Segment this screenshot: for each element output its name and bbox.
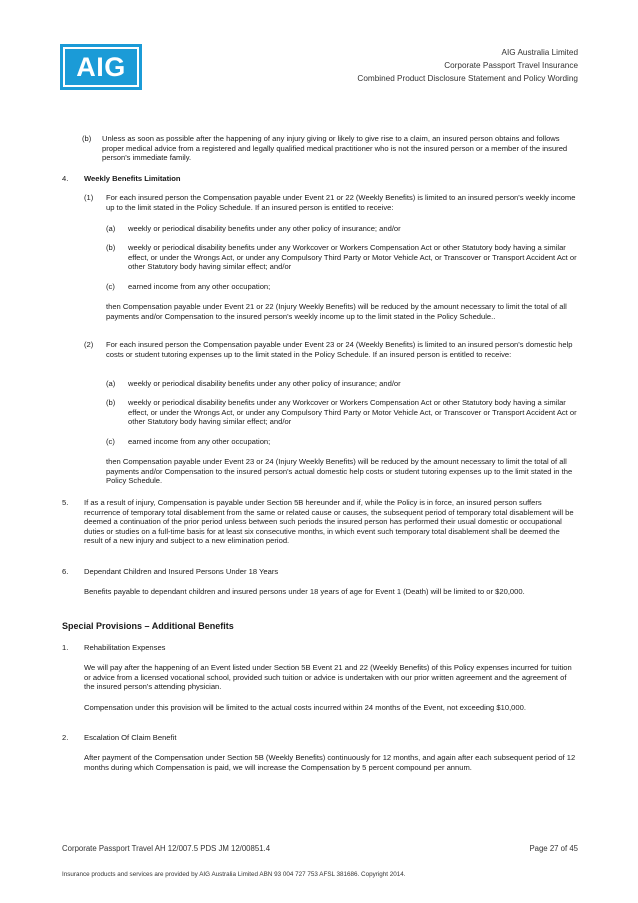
- clause-label: (c): [106, 437, 115, 446]
- section-title: Dependant Children and Insured Persons Under 18 Years: [84, 567, 279, 576]
- clause-label: (b): [106, 398, 116, 407]
- clause-text: weekly or periodical disability benefits under any Workcover or Workers Compensation Act or other Statutory body having a similar effect, or under the Wrongs Act, or under any Compulsory Third Party or Motor Vehicle Act, or Transcover or Transport Accident Act or other Statutory body having similar effect; and/or: [128, 243, 577, 272]
- page-header: [357, 46, 578, 85]
- clause-label: (1): [84, 193, 94, 202]
- section-number: 4.: [62, 174, 69, 183]
- clause-label: (b): [106, 243, 116, 252]
- header-company: AIG Australia Limited: [501, 48, 578, 57]
- section-text: If as a result of injury, Compensation is payable under Section 5B hereunder and if, while the Policy is in force, an insured person suffers recurrence of temporary total disablement from the same or related cause or causes, the subsequent period of temporary total disablement will be deemed a continuation of the prior period unless between such periods the insured person has performed their usual domestic or occupational duties or studies on a full-time basis for at least six consecutive months, in which event such temporary total disablement shall be deemed the result of a new injury and subject to a new elimination period.: [84, 498, 574, 546]
- clause-label: (a): [106, 224, 116, 233]
- footer-page-number: Page 27 of 45: [529, 844, 578, 853]
- aig-logo-fill: [65, 49, 137, 85]
- clause-text: For each insured person the Compensation payable under Event 21 or 22 (Weekly Benefits) is limited to an insured person's weekly income up to the limit stated in the Policy Schedule. If an insured person is entitled to receive:: [106, 193, 576, 212]
- aig-logo-text: AIG: [76, 51, 126, 82]
- section-number: 6.: [62, 567, 69, 576]
- clause-label: (c): [106, 282, 115, 291]
- clause-text: earned income from any other occupation;: [128, 282, 271, 291]
- provision-number: 2.: [62, 733, 69, 742]
- clause-text: weekly or periodical disability benefits under any Workcover or Workers Compensation Act or other Statutory body having a similar effect, or under the Wrongs Act, or under any Compulsory Third Party or Motor Vehicle Act, or Transcover or Transport Accident Act or other Statutory body having similar effect; and/or: [128, 398, 577, 427]
- clause-text: then Compensation payable under Event 23 or 24 (Injury Weekly Benefits) will be reduced by the amount necessary to limit the total of all payments and/or Compensation to the insured person's actual domestic help costs or student tutoring expenses up to the limit stated in the Policy Schedule.: [106, 457, 573, 486]
- clause-label: (2): [84, 340, 94, 349]
- footer-legal-note: Insurance products and services are provided by AIG Australia Limited ABN 93 004 727 753 AFSL 381686. Copyright 2014.: [62, 871, 406, 878]
- section-title: Weekly Benefits Limitation: [84, 174, 181, 183]
- footer-document-code: Corporate Passport Travel AH 12/007.5 PDS JM 12/00851.4: [62, 844, 271, 853]
- clause-text: weekly or periodical disability benefits under any other policy of insurance; and/or: [128, 379, 401, 388]
- provision-title: Escalation Of Claim Benefit: [84, 733, 177, 742]
- provision-text: Compensation under this provision will be limited to the actual costs incurred within 24 months of the Event, not exceeding $10,000.: [84, 703, 526, 712]
- provision-number: 1.: [62, 643, 69, 652]
- header-document: Combined Product Disclosure Statement and Policy Wording: [357, 74, 578, 83]
- clause-text: weekly or periodical disability benefits under any other policy of insurance; and/or: [128, 224, 401, 233]
- aig-logo: [60, 44, 142, 90]
- clause-text: then Compensation payable under Event 21 or 22 (Injury Weekly Benefits) will be reduced by the amount necessary to limit the total of all payments and/or Compensation to the insured person's weekly income up to the limit stated in the Policy Schedule..: [106, 302, 567, 321]
- clause-text: Unless as soon as possible after the happening of any injury giving or likely to give rise to a claim, an insured person obtains and follows proper medical advice from a registered and legally qualified medical practitioner who is not the insured person or a member of the insured person's immediate family.: [102, 134, 568, 163]
- provision-text: We will pay after the happening of an Event listed under Section 5B Event 21 and 22 (Weekly Benefits) of this Policy expenses incurred for tuition or advice from a licensed vocational school, provided such tuition or advice is undertaken with our prior written agreement and the agreement of the insured person's attending physician.: [84, 663, 572, 692]
- clause-label: (a): [106, 379, 116, 388]
- special-provisions-heading: Special Provisions – Additional Benefits: [62, 621, 234, 631]
- section-text: Benefits payable to dependant children and insured persons under 18 years of age for Event 1 (Death) will be limited to or $20,000.: [84, 587, 525, 596]
- clause-text: For each insured person the Compensation payable under Event 23 or 24 (Weekly Benefits) is limited to an insured person's domestic help costs or student tutoring expenses up to the limit stated in the Policy Schedule. If an insured person is entitled to receive:: [106, 340, 573, 359]
- provision-text: After payment of the Compensation under Section 5B (Weekly Benefits) continuously for 12 months, and again after each subsequent period of 12 months during which Compensation is paid, we will increase the Compensation by 5 percent compound per annum.: [84, 753, 576, 772]
- clause-text: earned income from any other occupation;: [128, 437, 271, 446]
- section-number: 5.: [62, 498, 69, 507]
- provision-title: Rehabilitation Expenses: [84, 643, 166, 652]
- clause-label: (b): [82, 134, 92, 143]
- header-product: Corporate Passport Travel Insurance: [444, 61, 578, 70]
